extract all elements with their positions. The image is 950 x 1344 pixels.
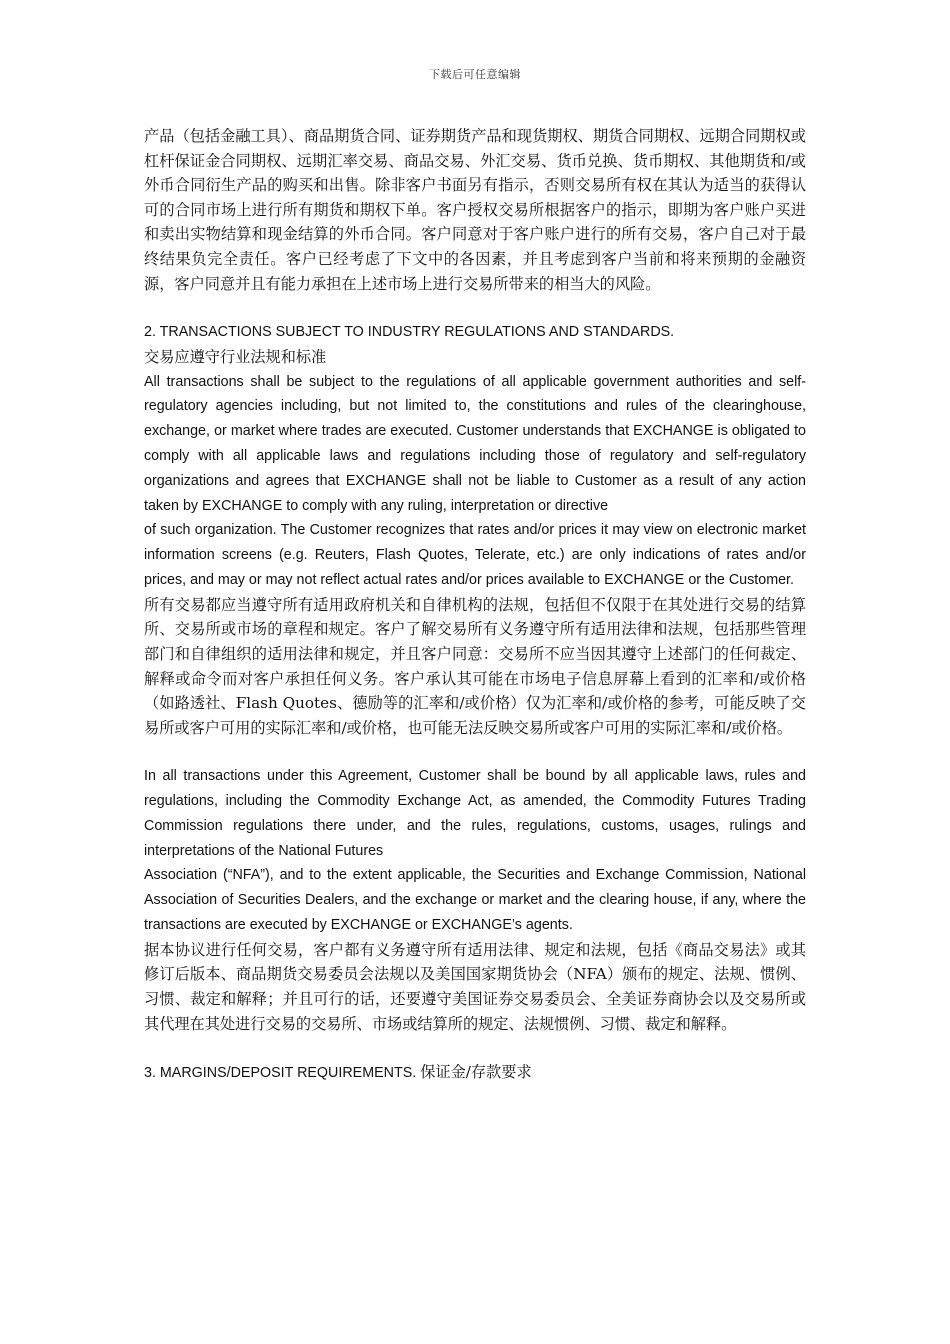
section-3-heading-chinese: 保证金/存款要求 [420,1063,532,1082]
paragraph-2-english-part-b: of such organization. The Customer recognizes that rates and/or prices it may view on electronic market information screens (e.g. Reuters, Flash Quotes, Telerate, etc.) are only indications of rates and/or prices, and may or may not reflect actual rates and/or prices available to EXCHANGE or the Customer. [144,522,806,588]
section-2-heading-chinese: 交易应遵守行业法规和标准 [144,347,327,366]
document-body [144,124,806,1086]
spacer [144,296,806,320]
section-2-heading: 2. TRANSACTIONS SUBJECT TO INDUSTRY REGULATIONS AND STANDARDS. [144,324,675,341]
paragraph-3-english-part-a: In all transactions under this Agreement, Customer shall be bound by all applicable laws, rules and regulations, including the Commodity Exchange Act, as amended, the Commodity Futures Trading Commission regulations there under, and the rules, regulations, customs, usages, rulings and interpretations of the National Futures [144,768,806,859]
paragraph-2-english-part-a: All transactions shall be subject to the regulations of all applicable government authorities and self-regulatory agencies including, but not limited to, the constitutions and rules of the clearinghouse, exchange, or market where trades are executed. Customer understands that EXCHANGE is obligated to comply with all applicable laws and regulations including those of regulatory and self-regulatory organizations and agrees that EXCHANGE shall not be liable to Customer as a result of any action taken by EXCHANGE to comply with any ruling, interpretation or directive [144,373,806,514]
spacer [144,740,806,764]
section-3-heading-english: 3. MARGINS/DEPOSIT REQUIREMENTS. [144,1065,417,1082]
paragraph-2-chinese: 所有交易都应当遵守所有适用政府机关和自律机构的法规，包括但不仅限于在其处进行交易的结算所、交易所或市场的章程和规定。客户了解交易所有义务遵守所有适用法律和法规，包括那些管理部门和自律组织的适用法律和规定，并且客户同意：交易所不应当因其遵守上述部门的任何裁定、解释或命令而对客户承担任何义务。客户承认其可能在市场电子信息屏幕上看到的汇率和/或价格（如路透社、Flash Quotes、德励等的汇率和/或价格）仅为汇率和/或价格的参考，可能反映了交易所或客户可用的实际汇率和/或价格，也可能无法反映交易所或客户可用的实际汇率和/或价格。 [144,595,806,737]
paragraph-1-chinese: 产品（包括金融工具）、商品期货合同、证券期货产品和现货期权、期货合同期权、远期合同期权或杠杆保证金合同期权、远期汇率交易、商品交易、外汇交易、货币兑换、货币期权、其他期货和/或外币合同衍生产品的购买和出售。除非客户书面另有指示，否则交易所有权在其认为适当的获得认可的合同市场上进行所有期货和期权下单。客户授权交易所根据客户的指示，即期为客户账户买进和卖出实物结算和现金结算的外币合同。客户同意对于客户账户进行的所有交易，客户自己对于最终结果负完全责任。客户已经考虑了下文中的各因素，并且考虑到客户当前和将来预期的金融资源，客户同意并且有能力承担在上述市场上进行交易所带来的相当大的风险。 [144,127,806,293]
paragraph-3-chinese: 据本协议进行任何交易，客户都有义务遵守所有适用法律、规定和法规，包括《商品交易法》或其修订后版本、商品期货交易委员会法规以及美国国家期货协会（NFA）颁布的规定、法规、惯例、习惯、裁定和解释；并且可行的话，还要遵守美国证券交易委员会、全美证券商协会以及交易所或其代理在其处进行交易的交易所、市场或结算所的规定、法规惯例、习惯、裁定和解释。 [144,940,806,1033]
paragraph-3-english-part-b: Association (“NFA”), and to the extent applicable, the Securities and Exchange Commission, National Association of Securities Dealers, and the exchange or market and the clearing house, if any, where the transactions are executed by EXCHANGE or EXCHANGE’s agents. [144,867,806,934]
section-3-heading [144,1060,806,1086]
spacer [144,1036,806,1060]
page-header: 下载后可任意编辑 [429,68,521,81]
